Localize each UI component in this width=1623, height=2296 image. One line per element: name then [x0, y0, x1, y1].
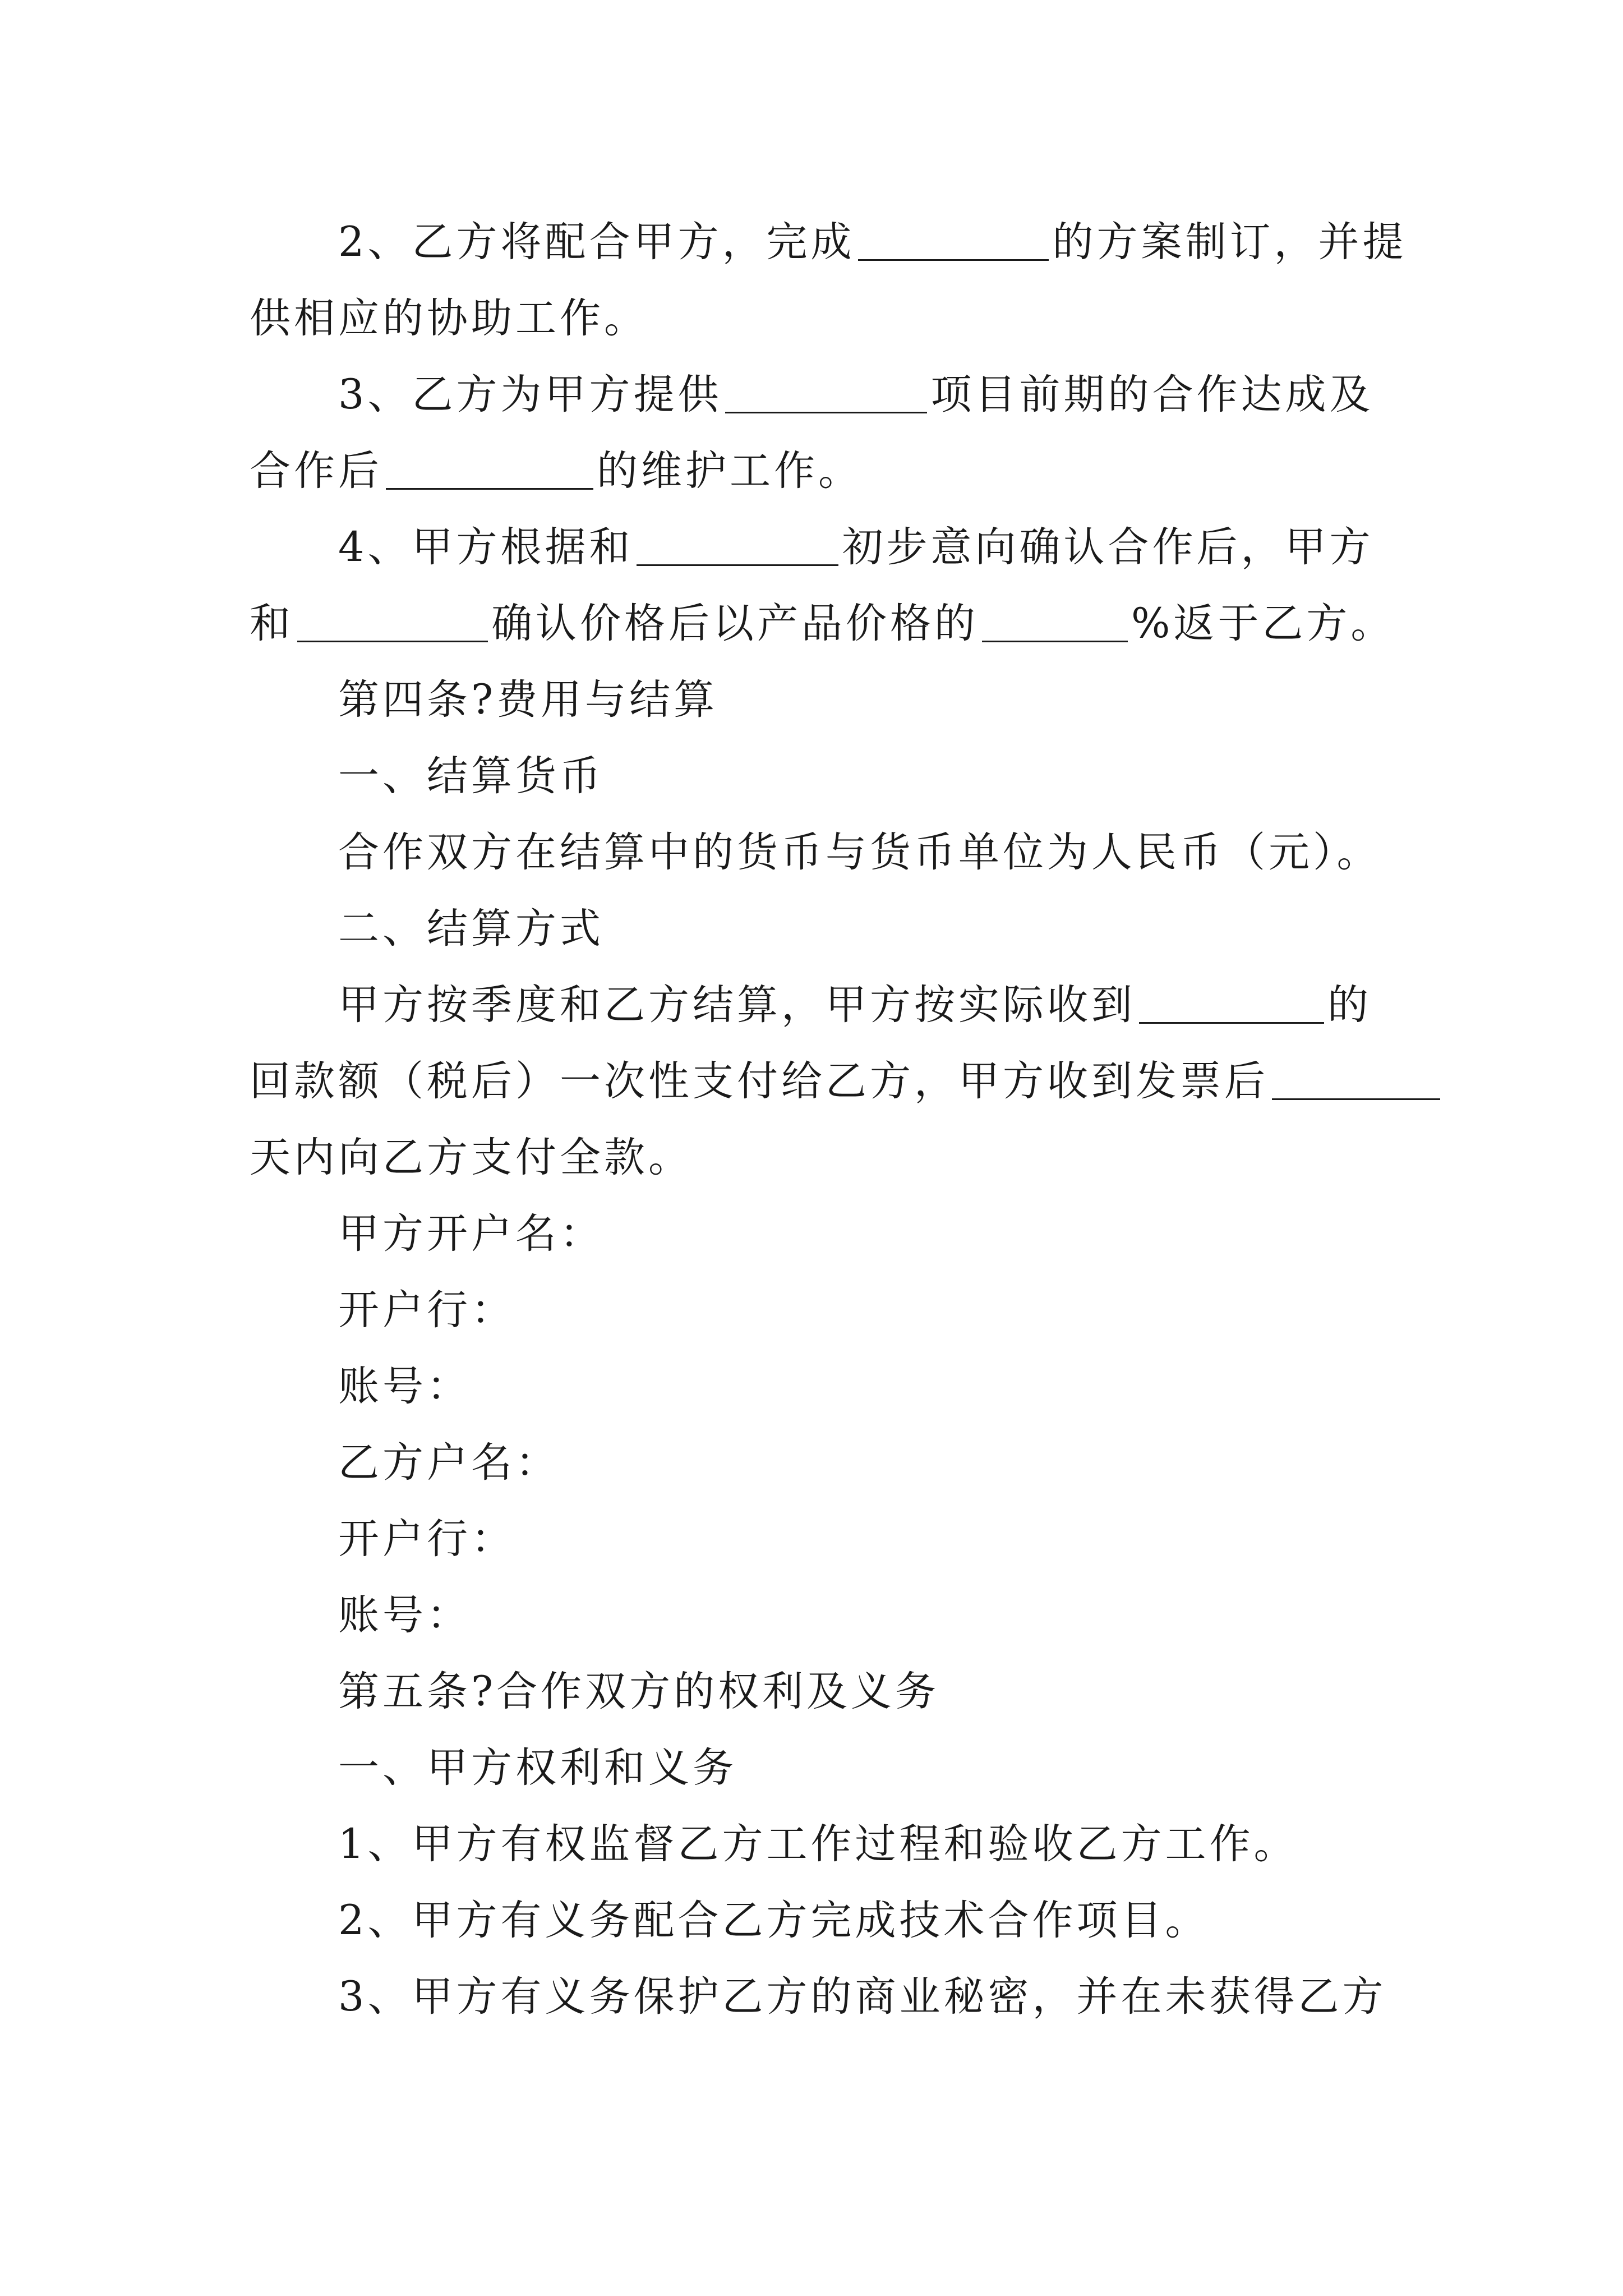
text-line	[338, 519, 1404, 576]
text-segment: 初步意向确认合作后，甲方	[842, 523, 1374, 571]
subsection-heading: 二、结算方式	[338, 905, 604, 953]
account-name-label-b: 乙方户名：	[338, 1439, 560, 1487]
text-segment: 甲方按季度和乙方结算，甲方按实际收到	[338, 981, 1136, 1029]
text-line: 天内向乙方支付全款。	[250, 1134, 693, 1181]
text-segment: 的维护工作。	[597, 447, 863, 495]
text-line	[250, 443, 1399, 499]
fill-blank	[982, 596, 1128, 642]
text-segment: 3、乙方为甲方提供	[338, 371, 722, 418]
text-line	[338, 977, 1404, 1033]
subsection-heading: 一、甲方权利和义务	[338, 1744, 737, 1792]
text-segment: %返于乙方。	[1131, 600, 1395, 647]
text-segment: 回款额（税后）一次性支付给乙方，甲方收到发票后	[250, 1057, 1269, 1105]
text-segment: 确认价格后以产品价格的	[491, 600, 979, 647]
text-segment: 2、乙方将配合甲方，完成	[338, 218, 855, 266]
text-line	[250, 1053, 1399, 1110]
bank-label-b: 开户行：	[338, 1515, 515, 1563]
account-number-label-b: 账号：	[338, 1591, 471, 1639]
section-heading: 第五条?合作双方的权利及义务	[338, 1668, 940, 1715]
fill-blank	[637, 519, 838, 566]
fill-blank	[725, 367, 927, 413]
fill-blank	[386, 443, 593, 490]
fill-blank	[858, 214, 1049, 261]
text-line: 供相应的协助工作。	[250, 295, 648, 342]
section-heading: 第四条?费用与结算	[338, 676, 718, 724]
fill-blank	[297, 596, 488, 642]
fill-blank	[1139, 977, 1324, 1024]
text-segment: 的方案制订，并提	[1052, 218, 1407, 266]
text-line: 3、甲方有义务保护乙方的商业秘密，并在未获得乙方	[338, 1973, 1387, 2021]
text-segment: 合作后	[250, 447, 382, 495]
text-line	[338, 367, 1404, 423]
fill-blank	[1272, 1053, 1440, 1100]
account-name-label-a: 甲方开户名：	[338, 1210, 604, 1258]
text-line	[250, 596, 1399, 652]
text-line	[338, 214, 1407, 270]
text-segment: 项目前期的合作达成及	[930, 371, 1374, 418]
subsection-heading: 一、结算货币	[338, 752, 604, 800]
text-segment: 4、甲方根据和	[338, 523, 634, 571]
text-segment: 的	[1327, 981, 1372, 1029]
text-segment: 和	[250, 600, 294, 647]
bank-label-a: 开户行：	[338, 1286, 515, 1334]
text-line: 1、甲方有权监督乙方工作过程和验收乙方工作。	[338, 1820, 1298, 1868]
text-line: 2、甲方有义务配合乙方完成技术合作项目。	[338, 1897, 1210, 1944]
text-line: 合作双方在结算中的货币与货币单位为人民币（元）。	[338, 829, 1381, 876]
account-number-label-a: 账号：	[338, 1363, 471, 1410]
